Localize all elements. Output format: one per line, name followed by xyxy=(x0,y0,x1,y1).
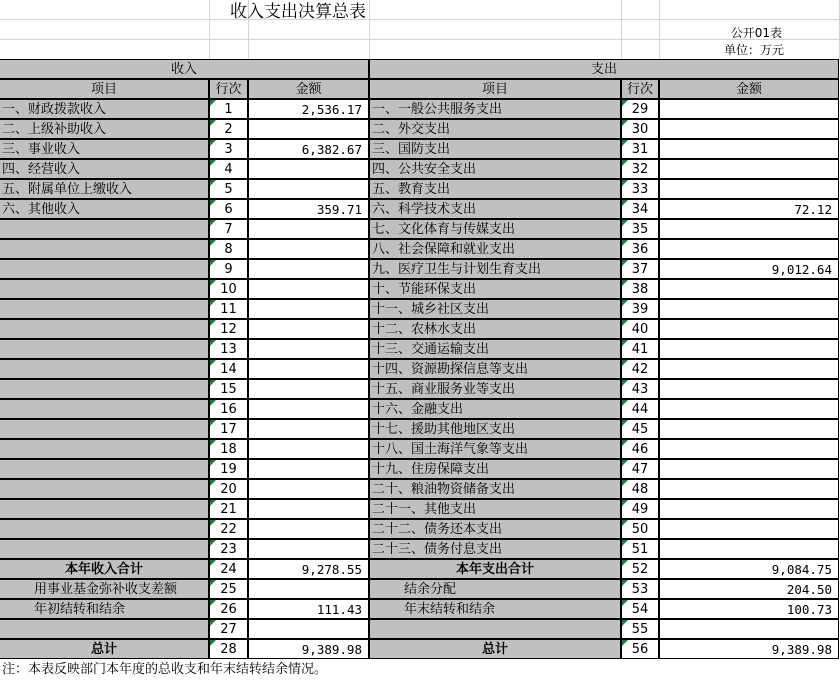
number-stored-as-text-marker xyxy=(622,120,628,126)
expense-row-no-cell[interactable]: 42 xyxy=(621,359,659,379)
expense-item-cell[interactable]: 十一、城乡社区支出 xyxy=(369,299,621,319)
expense-amount-cell[interactable] xyxy=(659,619,839,639)
number-stored-as-text-marker xyxy=(210,460,216,466)
income-row-no-cell[interactable]: 26 xyxy=(209,599,248,619)
expense-row-no-cell[interactable]: 41 xyxy=(621,339,659,359)
income-item-cell[interactable] xyxy=(0,519,209,539)
number-stored-as-text-marker xyxy=(210,420,216,426)
number-stored-as-text-marker xyxy=(210,500,216,506)
income-amount-cell[interactable]: 9,389.98 xyxy=(248,639,369,659)
table-number: 公开01表 xyxy=(730,26,782,40)
expense-item-cell[interactable]: 六、科学技术支出 xyxy=(369,199,621,219)
income-item-cell[interactable] xyxy=(0,239,209,259)
expense-row-no-cell[interactable]: 34 xyxy=(621,199,659,219)
income-amount-cell[interactable]: 6,382.67 xyxy=(248,139,369,159)
income-row-no-cell[interactable]: 10 xyxy=(209,279,248,299)
number-stored-as-text-marker xyxy=(210,180,216,186)
expense-amount-cell[interactable] xyxy=(659,359,839,379)
page-title: 收入支出决算总表 xyxy=(230,2,366,22)
expense-item-cell[interactable]: 本年支出合计 xyxy=(369,559,621,579)
expense-row-no-cell[interactable]: 40 xyxy=(621,319,659,339)
number-stored-as-text-marker xyxy=(210,240,216,246)
income-item-cell[interactable] xyxy=(0,259,209,279)
income-row-no-cell[interactable]: 6 xyxy=(209,199,248,219)
expense-amount-cell[interactable] xyxy=(659,119,839,139)
expense-row-no-cell[interactable]: 32 xyxy=(621,159,659,179)
income-item-cell[interactable]: 六、其他收入 xyxy=(0,199,209,219)
expense-amount-cell[interactable]: 72.12 xyxy=(659,199,839,219)
income-amount-cell[interactable] xyxy=(248,179,369,199)
expense-amount-cell[interactable] xyxy=(659,539,839,559)
income-item-header: 项目 xyxy=(0,79,209,99)
income-amount-cell[interactable] xyxy=(248,499,369,519)
income-row-no-cell[interactable]: 9 xyxy=(209,259,248,279)
number-stored-as-text-marker xyxy=(622,640,628,646)
expense-item-cell[interactable]: 五、教育支出 xyxy=(369,179,621,199)
grid-cell[interactable] xyxy=(622,40,660,60)
income-item-cell[interactable] xyxy=(0,219,209,239)
grid-cell[interactable] xyxy=(0,0,210,20)
expense-row-no-cell[interactable]: 30 xyxy=(621,119,659,139)
income-row-no-cell[interactable]: 13 xyxy=(209,339,248,359)
number-stored-as-text-marker xyxy=(622,260,628,266)
expense-item-cell[interactable]: 十七、援助其他地区支出 xyxy=(369,419,621,439)
expense-amount-cell[interactable] xyxy=(659,239,839,259)
expense-row-no-cell[interactable]: 47 xyxy=(621,459,659,479)
expense-item-cell[interactable]: 二十、粮油物资储备支出 xyxy=(369,479,621,499)
expense-item-cell[interactable]: 结余分配 xyxy=(369,579,621,599)
expense-amount-cell[interactable] xyxy=(659,379,839,399)
income-item-cell[interactable] xyxy=(0,319,209,339)
income-row-no-cell[interactable]: 8 xyxy=(209,239,248,259)
expense-row-no-cell[interactable]: 37 xyxy=(621,259,659,279)
income-item-cell[interactable] xyxy=(0,339,209,359)
expense-item-cell[interactable]: 二十二、债务还本支出 xyxy=(369,519,621,539)
expense-row-no-cell[interactable]: 33 xyxy=(621,179,659,199)
number-stored-as-text-marker xyxy=(210,640,216,646)
expense-amount-cell[interactable] xyxy=(659,459,839,479)
grid-cell[interactable] xyxy=(249,40,370,60)
expense-row-no-cell[interactable]: 44 xyxy=(621,399,659,419)
income-row-no-cell[interactable]: 24 xyxy=(209,559,248,579)
number-stored-as-text-marker xyxy=(622,160,628,166)
expense-item-cell[interactable]: 十四、资源勘探信息等支出 xyxy=(369,359,621,379)
income-row-no-cell[interactable]: 5 xyxy=(209,179,248,199)
expense-row-no-cell[interactable]: 56 xyxy=(621,639,659,659)
expense-amount-cell[interactable] xyxy=(659,299,839,319)
income-item-cell[interactable] xyxy=(0,539,209,559)
expense-item-cell[interactable]: 总计 xyxy=(369,639,621,659)
expense-item-cell[interactable]: 八、社会保障和就业支出 xyxy=(369,239,621,259)
income-row-no-cell[interactable]: 22 xyxy=(209,519,248,539)
income-item-cell[interactable] xyxy=(0,279,209,299)
footnote: 注：本表反映部门本年度的总收支和年末结转结余情况。 xyxy=(2,662,328,677)
expense-amount-cell[interactable]: 9,389.98 xyxy=(659,639,839,659)
income-amount-cell[interactable] xyxy=(248,459,369,479)
income-amount-cell[interactable] xyxy=(248,159,369,179)
income-amount-cell[interactable] xyxy=(248,259,369,279)
income-row-no-cell[interactable]: 17 xyxy=(209,419,248,439)
expense-row-no-cell[interactable]: 51 xyxy=(621,539,659,559)
income-item-cell[interactable]: 三、事业收入 xyxy=(0,139,209,159)
number-stored-as-text-marker xyxy=(210,320,216,326)
income-amount-cell[interactable]: 9,278.55 xyxy=(248,559,369,579)
income-amount-cell[interactable] xyxy=(248,219,369,239)
income-amount-cell[interactable] xyxy=(248,359,369,379)
number-stored-as-text-marker xyxy=(622,580,628,586)
expense-item-cell[interactable]: 三、国防支出 xyxy=(369,139,621,159)
income-row-no-cell[interactable]: 1 xyxy=(209,99,248,119)
number-stored-as-text-marker xyxy=(622,360,628,366)
number-stored-as-text-marker xyxy=(210,540,216,546)
income-amount-cell[interactable]: 2,536.17 xyxy=(248,99,369,119)
expense-item-cell[interactable]: 十三、交通运输支出 xyxy=(369,339,621,359)
number-stored-as-text-marker xyxy=(622,180,628,186)
income-amount-cell[interactable] xyxy=(248,579,369,599)
income-item-cell[interactable] xyxy=(0,459,209,479)
income-item-cell[interactable]: 本年收入合计 xyxy=(0,559,209,579)
expense-row-no-cell[interactable]: 49 xyxy=(621,499,659,519)
number-stored-as-text-marker xyxy=(210,580,216,586)
income-amount-cell[interactable] xyxy=(248,119,369,139)
expense-item-cell[interactable]: 二十一、其他支出 xyxy=(369,499,621,519)
income-item-cell[interactable]: 总计 xyxy=(0,639,209,659)
income-item-cell[interactable]: 用事业基金弥补收支差额 xyxy=(0,579,209,599)
expense-item-cell[interactable]: 十六、金融支出 xyxy=(369,399,621,419)
income-row-no-cell[interactable]: 20 xyxy=(209,479,248,499)
expense-amount-cell[interactable] xyxy=(659,179,839,199)
expense-item-cell[interactable]: 十、节能环保支出 xyxy=(369,279,621,299)
number-stored-as-text-marker xyxy=(622,460,628,466)
expense-row-no-cell[interactable]: 43 xyxy=(621,379,659,399)
number-stored-as-text-marker xyxy=(210,480,216,486)
expense-row-no-cell[interactable]: 29 xyxy=(621,99,659,119)
expense-row-no-cell[interactable]: 38 xyxy=(621,279,659,299)
expense-amount-cell[interactable] xyxy=(659,139,839,159)
number-stored-as-text-marker xyxy=(210,560,216,566)
expense-row-no-cell[interactable]: 45 xyxy=(621,419,659,439)
income-item-cell[interactable]: 五、附属单位上缴收入 xyxy=(0,179,209,199)
expense-amount-cell[interactable] xyxy=(659,279,839,299)
expense-amount-cell[interactable]: 9,084.75 xyxy=(659,559,839,579)
income-amount-cell[interactable] xyxy=(248,479,369,499)
income-item-cell[interactable]: 四、经营收入 xyxy=(0,159,209,179)
expense-item-cell[interactable]: 十五、商业服务业等支出 xyxy=(369,379,621,399)
number-stored-as-text-marker xyxy=(210,120,216,126)
income-row-no-cell[interactable]: 21 xyxy=(209,499,248,519)
income-amount-cell[interactable] xyxy=(248,239,369,259)
number-stored-as-text-marker xyxy=(622,600,628,606)
income-item-cell[interactable] xyxy=(0,499,209,519)
expense-row-no-cell[interactable]: 53 xyxy=(621,579,659,599)
expense-amount-cell[interactable] xyxy=(659,99,839,119)
income-amount-cell[interactable]: 111.43 xyxy=(248,599,369,619)
number-stored-as-text-marker xyxy=(622,340,628,346)
expense-amount-cell[interactable] xyxy=(659,319,839,339)
income-row-no-cell[interactable]: 3 xyxy=(209,139,248,159)
income-row-no-cell[interactable]: 11 xyxy=(209,299,248,319)
number-stored-as-text-marker xyxy=(210,300,216,306)
income-amount-cell[interactable] xyxy=(248,299,369,319)
income-row-no-cell[interactable]: 28 xyxy=(209,639,248,659)
expense-row-no-cell[interactable]: 54 xyxy=(621,599,659,619)
income-amount-cell[interactable] xyxy=(248,519,369,539)
expense-amount-cell[interactable]: 9,012.64 xyxy=(659,259,839,279)
expense-item-cell[interactable]: 七、文化体育与传媒支出 xyxy=(369,219,621,239)
number-stored-as-text-marker xyxy=(210,360,216,366)
expense-row-no-cell[interactable]: 39 xyxy=(621,299,659,319)
income-item-cell[interactable] xyxy=(0,359,209,379)
number-stored-as-text-marker xyxy=(622,500,628,506)
expense-amount-cell[interactable]: 100.73 xyxy=(659,599,839,619)
number-stored-as-text-marker xyxy=(622,200,628,206)
expense-row-no-header: 行次 xyxy=(621,79,659,99)
income-amount-header: 金额 xyxy=(248,79,369,99)
expense-item-cell[interactable]: 年末结转和结余 xyxy=(369,599,621,619)
income-row-no-header: 行次 xyxy=(209,79,248,99)
expense-section-header: 支出 xyxy=(369,59,839,79)
income-item-cell[interactable]: 一、财政拨款收入 xyxy=(0,99,209,119)
grid-cell[interactable] xyxy=(0,40,210,60)
grid-cell[interactable] xyxy=(370,40,622,60)
income-amount-cell[interactable] xyxy=(248,379,369,399)
income-row-no-cell[interactable]: 27 xyxy=(209,619,248,639)
income-amount-cell[interactable] xyxy=(248,539,369,559)
expense-amount-cell[interactable]: 204.50 xyxy=(659,579,839,599)
income-item-cell[interactable] xyxy=(0,299,209,319)
expense-amount-cell[interactable] xyxy=(659,479,839,499)
income-item-cell[interactable]: 年初结转和结余 xyxy=(0,599,209,619)
expense-item-cell[interactable]: 二十三、债务付息支出 xyxy=(369,539,621,559)
expense-amount-cell[interactable] xyxy=(659,399,839,419)
income-item-cell[interactable] xyxy=(0,479,209,499)
income-amount-cell[interactable] xyxy=(248,439,369,459)
income-row-no-cell[interactable]: 25 xyxy=(209,579,248,599)
income-row-no-cell[interactable]: 16 xyxy=(209,399,248,419)
grid-cell[interactable] xyxy=(622,0,660,20)
expense-row-no-cell[interactable]: 48 xyxy=(621,479,659,499)
expense-amount-cell[interactable] xyxy=(659,159,839,179)
income-item-cell[interactable] xyxy=(0,399,209,419)
income-row-no-cell[interactable]: 2 xyxy=(209,119,248,139)
expense-item-cell[interactable]: 一、一般公共服务支出 xyxy=(369,99,621,119)
expense-item-cell[interactable]: 四、公共安全支出 xyxy=(369,159,621,179)
income-row-no-cell[interactable]: 19 xyxy=(209,459,248,479)
income-amount-cell[interactable] xyxy=(248,399,369,419)
income-amount-cell[interactable] xyxy=(248,339,369,359)
expense-row-no-cell[interactable]: 52 xyxy=(621,559,659,579)
expense-item-cell[interactable]: 二、外交支出 xyxy=(369,119,621,139)
number-stored-as-text-marker xyxy=(622,620,628,626)
income-row-no-cell[interactable]: 14 xyxy=(209,359,248,379)
number-stored-as-text-marker xyxy=(210,600,216,606)
income-amount-cell[interactable] xyxy=(248,279,369,299)
expense-row-no-cell[interactable]: 46 xyxy=(621,439,659,459)
number-stored-as-text-marker xyxy=(622,100,628,106)
expense-row-no-cell[interactable]: 31 xyxy=(621,139,659,159)
income-item-cell[interactable] xyxy=(0,419,209,439)
expense-row-no-cell[interactable]: 55 xyxy=(621,619,659,639)
number-stored-as-text-marker xyxy=(622,320,628,326)
grid-cell[interactable] xyxy=(210,40,249,60)
income-item-cell[interactable] xyxy=(0,439,209,459)
number-stored-as-text-marker xyxy=(622,560,628,566)
income-item-cell[interactable]: 二、上级补助收入 xyxy=(0,119,209,139)
number-stored-as-text-marker xyxy=(210,160,216,166)
expense-amount-cell[interactable] xyxy=(659,519,839,539)
number-stored-as-text-marker xyxy=(210,100,216,106)
number-stored-as-text-marker xyxy=(622,140,628,146)
grid-cell[interactable] xyxy=(0,20,210,40)
number-stored-as-text-marker xyxy=(210,260,216,266)
number-stored-as-text-marker xyxy=(622,380,628,386)
number-stored-as-text-marker xyxy=(210,220,216,226)
income-row-no-cell[interactable]: 15 xyxy=(209,379,248,399)
number-stored-as-text-marker xyxy=(622,540,628,546)
expense-item-cell[interactable]: 十二、农林水支出 xyxy=(369,319,621,339)
unit-label: 单位：万元 xyxy=(723,43,784,57)
expense-amount-cell[interactable] xyxy=(659,219,839,239)
number-stored-as-text-marker xyxy=(210,380,216,386)
expense-amount-cell[interactable] xyxy=(659,419,839,439)
number-stored-as-text-marker xyxy=(210,340,216,346)
income-row-no-cell[interactable]: 23 xyxy=(209,539,248,559)
number-stored-as-text-marker xyxy=(622,400,628,406)
income-row-no-cell[interactable]: 4 xyxy=(209,159,248,179)
income-item-cell[interactable] xyxy=(0,619,209,639)
number-stored-as-text-marker xyxy=(210,520,216,526)
income-amount-cell[interactable] xyxy=(248,619,369,639)
expense-row-no-cell[interactable]: 36 xyxy=(621,239,659,259)
income-amount-cell[interactable] xyxy=(248,319,369,339)
number-stored-as-text-marker xyxy=(210,140,216,146)
income-row-no-cell[interactable]: 18 xyxy=(209,439,248,459)
number-stored-as-text-marker xyxy=(622,280,628,286)
grid-cell[interactable] xyxy=(660,0,840,20)
income-row-no-cell[interactable]: 12 xyxy=(209,319,248,339)
number-stored-as-text-marker xyxy=(622,300,628,306)
number-stored-as-text-marker xyxy=(210,200,216,206)
number-stored-as-text-marker xyxy=(622,480,628,486)
income-row-no-cell[interactable]: 7 xyxy=(209,219,248,239)
number-stored-as-text-marker xyxy=(210,440,216,446)
expense-item-cell[interactable] xyxy=(369,619,621,639)
income-amount-cell[interactable] xyxy=(248,419,369,439)
income-item-cell[interactable] xyxy=(0,379,209,399)
number-stored-as-text-marker xyxy=(210,400,216,406)
expense-amount-cell[interactable] xyxy=(659,499,839,519)
expense-amount-cell[interactable] xyxy=(659,339,839,359)
number-stored-as-text-marker xyxy=(210,280,216,286)
expense-row-no-cell[interactable]: 50 xyxy=(621,519,659,539)
number-stored-as-text-marker xyxy=(210,620,216,626)
expense-amount-header: 金额 xyxy=(659,79,839,99)
number-stored-as-text-marker xyxy=(622,240,628,246)
number-stored-as-text-marker xyxy=(622,520,628,526)
number-stored-as-text-marker xyxy=(622,420,628,426)
expense-amount-cell[interactable] xyxy=(659,439,839,459)
grid-cell[interactable] xyxy=(622,20,660,40)
number-stored-as-text-marker xyxy=(622,440,628,446)
income-amount-cell[interactable]: 359.71 xyxy=(248,199,369,219)
expense-item-cell[interactable]: 十九、住房保障支出 xyxy=(369,459,621,479)
income-section-header: 收入 xyxy=(0,59,369,79)
expense-item-cell[interactable]: 九、医疗卫生与计划生育支出 xyxy=(369,259,621,279)
number-stored-as-text-marker xyxy=(622,220,628,226)
expense-item-cell[interactable]: 十八、国土海洋气象等支出 xyxy=(369,439,621,459)
expense-item-header: 项目 xyxy=(369,79,621,99)
expense-row-no-cell[interactable]: 35 xyxy=(621,219,659,239)
